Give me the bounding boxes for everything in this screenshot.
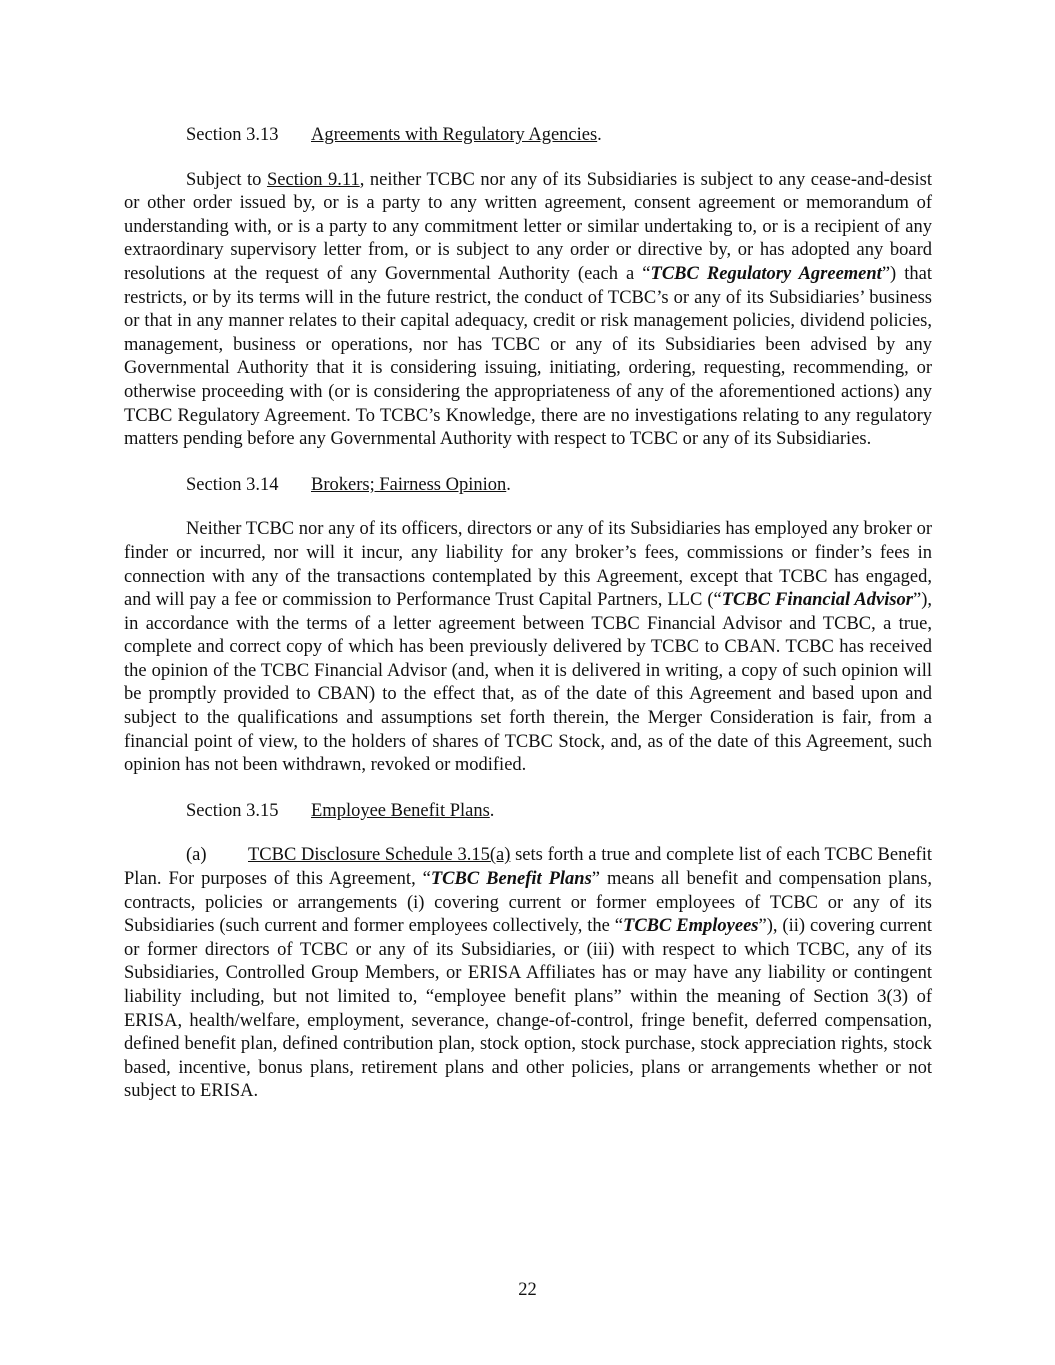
defined-term: TCBC Benefit Plans bbox=[430, 869, 592, 890]
paragraph-employee-benefit-plans bbox=[124, 844, 932, 1104]
section-number: Section 3.14 bbox=[186, 474, 279, 495]
defined-term: TCBC Regulatory Agreement bbox=[650, 263, 882, 284]
document-body bbox=[124, 124, 932, 1126]
text-run: ”), in accordance with the terms of a letter agreement between TCBC Financial Advisor and TCBC, a true, complete and correct copy of which has been previously delivered by TCBC to CBAN. TCBC has received the opinion of the TCBC Financial Advisor (and, when it is delivered in writing, a copy of such opinion will be promptly provided to CBAN) to the effect that, as of the date of this Agreement and based upon and subject to the qualifications and assumptions set forth therein, the Merger Consideration is fair, from a financial point of view, to the holders of shares of TCBC Stock, and, as of the date of this Agreement, such opinion has not been withdrawn, revoked or modified. bbox=[124, 590, 932, 776]
paragraph-brokers-fairness bbox=[124, 518, 932, 778]
section-title: Agreements with Regulatory Agencies bbox=[311, 125, 598, 145]
text-run: sets forth a true and complete list of each TCBC Benefit Plan. For purposes of this Agreement, “ bbox=[124, 845, 932, 890]
subsection-label: (a) bbox=[186, 845, 207, 866]
text-run: Neither TCBC nor any of its officers, directors or any of its Subsidiaries has employed any broker or finder or incurred, nor will it incur, any liability for any broker’s fees, commissions or finder’s fees in connection with any of the transactions contemplated by this Agreement, except that TCBC has engaged, and will pay a fee or commission to Performance Trust Capital Partners, LLC (“ bbox=[124, 519, 932, 611]
text-run: ”), (ii) covering current or former directors of TCBC or any of its Subsidiaries, or (iii) with respect to which TCBC, any of its Subsidiaries, Controlled Group Members, or ERISA Affiliates has or may have any liability or contingent liability including, but not limited to, “employee benefit plans” within the meaning of Section 3(3) of ERISA, health/welfare, employment, severance, change-of-control, fringe benefit, deferred compensation, defined benefit plan, defined contribution plan, stock option, stock purchase, stock appreciation rights, stock based, incentive, bonus plans, retirement plans and other policies, plans or arrangements whether or not subject to ERISA. bbox=[124, 916, 932, 1102]
section-heading-3-14: Section 3.14 Brokers; Fairness Opinion. bbox=[124, 474, 932, 498]
text-run: ”) that restricts, or by its terms will in the future restrict, the conduct of TCBC’s or any of its Subsidiaries’ business or that in any manner relates to their capital adequacy, credit or risk management policies, dividend policies, management, business or operations, nor has TCBC or any of its Subsidiaries been advised by any Governmental Authority that it is considering issuing, initiating, ordering, requesting, recommending, or otherwise proceeding with (or is considering the appropriateness of any of the aforementioned actions) any TCBC Regulatory Agreement. To TCBC’s Knowledge, there are no investigations relating to any regulatory matters pending before any Governmental Authority with respect to TCBC or any of its Subsidiaries. bbox=[124, 263, 932, 450]
page-number: 22 bbox=[518, 1280, 537, 1300]
text-run: ” means all benefit and compensation plans, contracts, policies or arrangements (i) covering current or former employees of TCBC or any of its Subsidiaries (such current and former employees collectively, the “ bbox=[124, 869, 932, 937]
section-title: Brokers; Fairness Opinion bbox=[311, 474, 507, 495]
section-number: Section 3.13 bbox=[186, 125, 279, 145]
defined-term: TCBC Financial Advisor bbox=[721, 590, 913, 611]
text-run: Subject to bbox=[186, 169, 267, 190]
section-number: Section 3.15 bbox=[186, 800, 279, 821]
section-heading-3-15: Section 3.15 Employee Benefit Plans. bbox=[124, 800, 932, 824]
paragraph-regulatory-agencies bbox=[124, 169, 932, 452]
cross-reference: TCBC Disclosure Schedule 3.15(a) bbox=[248, 845, 511, 866]
section-heading-3-13: Section 3.13 Agreements with Regulatory Agencies. bbox=[124, 124, 932, 148]
cross-reference: Section 9.11 bbox=[266, 169, 360, 190]
text-run: , neither TCBC nor any of its Subsidiaries is subject to any cease-and-desist or other order issued by, or is a party to any written agreement, consent agreement or memorandum of understanding with, or is a party to any commitment letter or similar undertaking to, or is a recipient of any extraordinary supervisory letter from, or is subject to any order or directive by, or has adopted any board resolutions at the request of any Governmental Authority (each a “ bbox=[124, 169, 933, 284]
section-title: Employee Benefit Plans bbox=[311, 800, 490, 821]
defined-term: TCBC Employees bbox=[623, 916, 759, 937]
